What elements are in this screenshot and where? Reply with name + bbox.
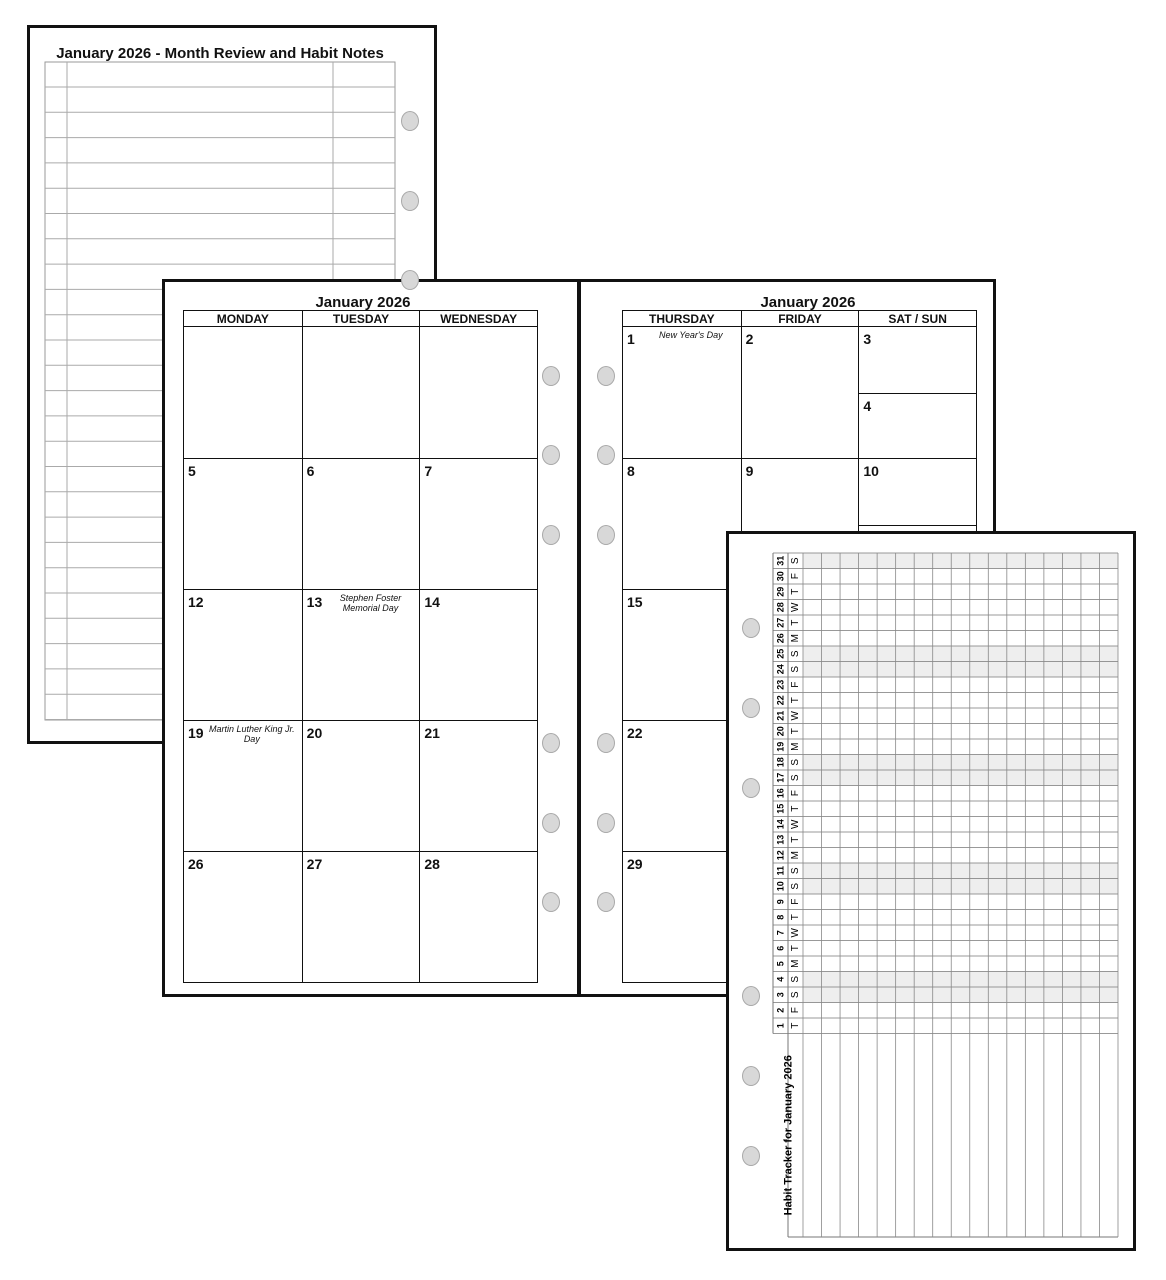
- tracker-day-number: 26: [775, 633, 786, 644]
- tracker-day-letter: S: [790, 774, 801, 782]
- tracker-day-number: 16: [775, 788, 786, 799]
- cal-right-day-number: 8: [627, 463, 635, 479]
- tracker-day-letter: S: [790, 991, 801, 999]
- tracker-day-number: 18: [775, 757, 786, 768]
- tracker-day-letter: S: [790, 867, 801, 875]
- cal-left-day-cell[interactable]: [419, 327, 537, 458]
- tracker-day-number: 30: [775, 571, 786, 582]
- cal-left-day-cell[interactable]: [419, 851, 537, 982]
- weekend-row-shade: [803, 987, 1118, 1003]
- cal-left-day-number: 26: [188, 856, 204, 872]
- tracker-day-number: 15: [775, 803, 786, 814]
- tracker-day-number: 29: [775, 586, 786, 597]
- cal-right-holiday-note: New Year's Day: [659, 330, 723, 340]
- cal-right-day-number: 15: [627, 594, 643, 610]
- binder-hole: [542, 525, 560, 545]
- cal-right-day-number: 10: [863, 463, 879, 479]
- cal-left-day-number: 13: [306, 594, 323, 610]
- tracker-day-letter: S: [790, 758, 801, 766]
- tracker-day-letter: T: [790, 728, 801, 735]
- tracker-day-letter: T: [790, 619, 801, 626]
- tracker-day-number: 28: [775, 602, 786, 613]
- cal-right-header-thursday: THURSDAY: [623, 311, 741, 327]
- weekend-row-shade: [803, 972, 1118, 988]
- tracker-day-number: 27: [775, 617, 786, 628]
- binder-hole: [742, 1146, 760, 1166]
- tracker-day-letter: F: [790, 790, 801, 797]
- tracker-day-number: 17: [775, 772, 786, 783]
- tracker-day-number: 31: [775, 555, 786, 566]
- tracker-day-number: 20: [775, 726, 786, 737]
- habit-tracker-grid: [726, 531, 1136, 1251]
- tracker-day-number: 25: [775, 648, 786, 659]
- binder-hole: [542, 445, 560, 465]
- binder-hole: [597, 445, 615, 465]
- tracker-day-number: 23: [775, 679, 786, 690]
- binder-hole: [597, 733, 615, 753]
- tracker-day-number: 10: [775, 881, 786, 892]
- tracker-day-letter: M: [790, 634, 801, 643]
- tracker-day-number: 12: [775, 850, 786, 861]
- binder-hole: [542, 813, 560, 833]
- cal-right-day-cell[interactable]: [623, 327, 741, 458]
- tracker-day-letter: T: [790, 836, 801, 843]
- tracker-title: Habit Tracker for January 2026: [782, 1055, 795, 1216]
- tracker-day-letter: T: [790, 945, 801, 952]
- habit-tracker-page: [726, 531, 1136, 1251]
- cal-left-day-cell[interactable]: [302, 458, 420, 589]
- tracker-day-number: 22: [775, 695, 786, 706]
- binder-hole: [597, 366, 615, 386]
- tracker-day-letter: S: [790, 650, 801, 658]
- tracker-day-letter: F: [790, 573, 801, 580]
- tracker-day-letter: S: [790, 557, 801, 565]
- tracker-day-number: 5: [775, 961, 786, 967]
- binder-hole: [597, 892, 615, 912]
- binder-hole: [597, 813, 615, 833]
- tracker-day-letter: T: [790, 697, 801, 704]
- cal-right-day-cell[interactable]: [741, 327, 859, 458]
- cal-left-header-tuesday: TUESDAY: [302, 311, 420, 327]
- cal-right-day-number: 2: [745, 331, 754, 347]
- cal-right-day-number: 22: [627, 725, 643, 741]
- weekend-row-shade: [803, 553, 1118, 569]
- tracker-day-number: 21: [775, 710, 786, 721]
- tracker-day-letter: W: [790, 819, 801, 829]
- tracker-day-letter: T: [790, 914, 801, 921]
- cal-left-day-number: 19: [188, 725, 204, 741]
- tracker-day-letter: T: [790, 1022, 801, 1029]
- binder-hole: [542, 892, 560, 912]
- tracker-day-number: 3: [775, 992, 786, 998]
- tracker-day-letter: W: [790, 602, 801, 612]
- tracker-day-number: 11: [775, 865, 786, 876]
- tracker-day-letter: S: [790, 975, 801, 983]
- cal-left-header-wednesday: WEDNESDAY: [419, 311, 537, 327]
- binder-hole: [742, 618, 760, 638]
- tracker-day-number: 14: [775, 819, 786, 830]
- cal-left-day-cell[interactable]: [302, 720, 420, 851]
- cal-left-day-number: 28: [424, 856, 440, 872]
- tracker-day-letter: F: [790, 898, 801, 905]
- tracker-day-letter: M: [790, 959, 801, 968]
- cal-right-day-cell[interactable]: [623, 851, 741, 982]
- cal-left-day-cell[interactable]: [302, 327, 420, 458]
- weekend-row-shade: [803, 863, 1118, 879]
- cal-left-day-cell[interactable]: [184, 589, 302, 720]
- cal-left-day-number: 5: [188, 463, 196, 479]
- cal-left-day-cell[interactable]: [419, 458, 537, 589]
- tracker-day-number: 2: [775, 1007, 786, 1013]
- calendar-right-title: January 2026: [760, 294, 856, 311]
- binder-hole: [597, 525, 615, 545]
- tracker-day-letter: S: [790, 882, 801, 890]
- cal-right-day-number: 1: [627, 331, 635, 347]
- tracker-day-number: 7: [775, 930, 786, 936]
- cal-left-holiday-note: Stephen Foster Memorial Day: [339, 593, 402, 613]
- cal-left-header-monday: MONDAY: [184, 311, 302, 327]
- tracker-day-letter: M: [790, 742, 801, 751]
- cal-right-day-cell[interactable]: [858, 327, 976, 458]
- binder-hole: [542, 733, 560, 753]
- binder-hole: [742, 1066, 760, 1086]
- weekend-row-shade: [803, 879, 1118, 895]
- cal-right-day-number: 4: [863, 397, 872, 414]
- cal-left-day-number: 14: [424, 594, 440, 610]
- binder-hole: [742, 986, 760, 1006]
- cal-left-day-cell[interactable]: [184, 327, 302, 458]
- tracker-day-number: 19: [775, 741, 786, 752]
- weekend-row-shade: [803, 662, 1118, 678]
- tracker-day-letter: S: [790, 665, 801, 673]
- cal-right-day-number: 9: [745, 463, 754, 479]
- cal-right-day-cell[interactable]: [623, 458, 741, 589]
- binder-hole: [742, 698, 760, 718]
- tracker-day-letter: M: [790, 851, 801, 860]
- cal-left-day-cell[interactable]: [184, 851, 302, 982]
- cal-right-header-friday: FRIDAY: [741, 311, 859, 327]
- weekend-row-shade: [803, 770, 1118, 786]
- cal-left-day-number: 21: [424, 725, 440, 741]
- cal-left-day-cell[interactable]: [419, 720, 537, 851]
- calendar-page-left: [162, 279, 580, 997]
- tracker-day-number: 8: [775, 914, 786, 920]
- cal-left-day-cell[interactable]: [419, 589, 537, 720]
- binder-hole: [401, 111, 419, 131]
- tracker-day-letter: F: [790, 681, 801, 688]
- binder-hole: [401, 270, 419, 290]
- tracker-day-letter: W: [790, 928, 801, 938]
- cal-left-day-number: 20: [306, 725, 323, 741]
- tracker-day-letter: T: [790, 805, 801, 812]
- notes-page-title: January 2026 - Month Review and Habit Notes: [56, 45, 384, 62]
- tracker-day-letter: W: [790, 711, 801, 721]
- cal-left-day-number: 6: [306, 463, 315, 479]
- cal-right-day-cell[interactable]: [623, 720, 741, 851]
- calendar-left-grid: [183, 310, 538, 983]
- cal-left-holiday-note: Martin Luther King Jr. Day: [208, 724, 295, 744]
- cal-left-day-number: 7: [424, 463, 433, 479]
- cal-right-sunday-half[interactable]: [859, 393, 976, 460]
- cal-right-header-satsun: SAT / SUN: [858, 311, 976, 327]
- tracker-day-number: 9: [775, 899, 786, 905]
- tracker-day-letter: F: [790, 1007, 801, 1014]
- cal-left-day-cell[interactable]: [302, 851, 420, 982]
- weekend-row-shade: [803, 646, 1118, 662]
- tracker-day-letter: T: [790, 588, 801, 595]
- tracker-day-number: 24: [775, 664, 786, 675]
- cal-left-day-cell[interactable]: [184, 458, 302, 589]
- cal-right-day-number: 3: [863, 331, 872, 347]
- tracker-day-number: 6: [775, 945, 786, 951]
- calendar-left-title: January 2026: [315, 294, 411, 311]
- weekend-row-shade: [803, 755, 1118, 771]
- tracker-day-number: 4: [775, 976, 786, 982]
- binder-hole: [401, 191, 419, 211]
- cal-left-day-number: 12: [188, 594, 204, 610]
- cal-right-day-cell[interactable]: [623, 589, 741, 720]
- cal-right-day-number: 29: [627, 856, 643, 872]
- tracker-day-number: 13: [775, 834, 786, 845]
- binder-hole: [542, 366, 560, 386]
- cal-left-day-cell[interactable]: [184, 720, 302, 851]
- cal-left-day-number: 27: [306, 856, 323, 872]
- cal-left-day-cell[interactable]: [302, 589, 420, 720]
- binder-hole: [742, 778, 760, 798]
- tracker-day-number: 1: [775, 1023, 786, 1029]
